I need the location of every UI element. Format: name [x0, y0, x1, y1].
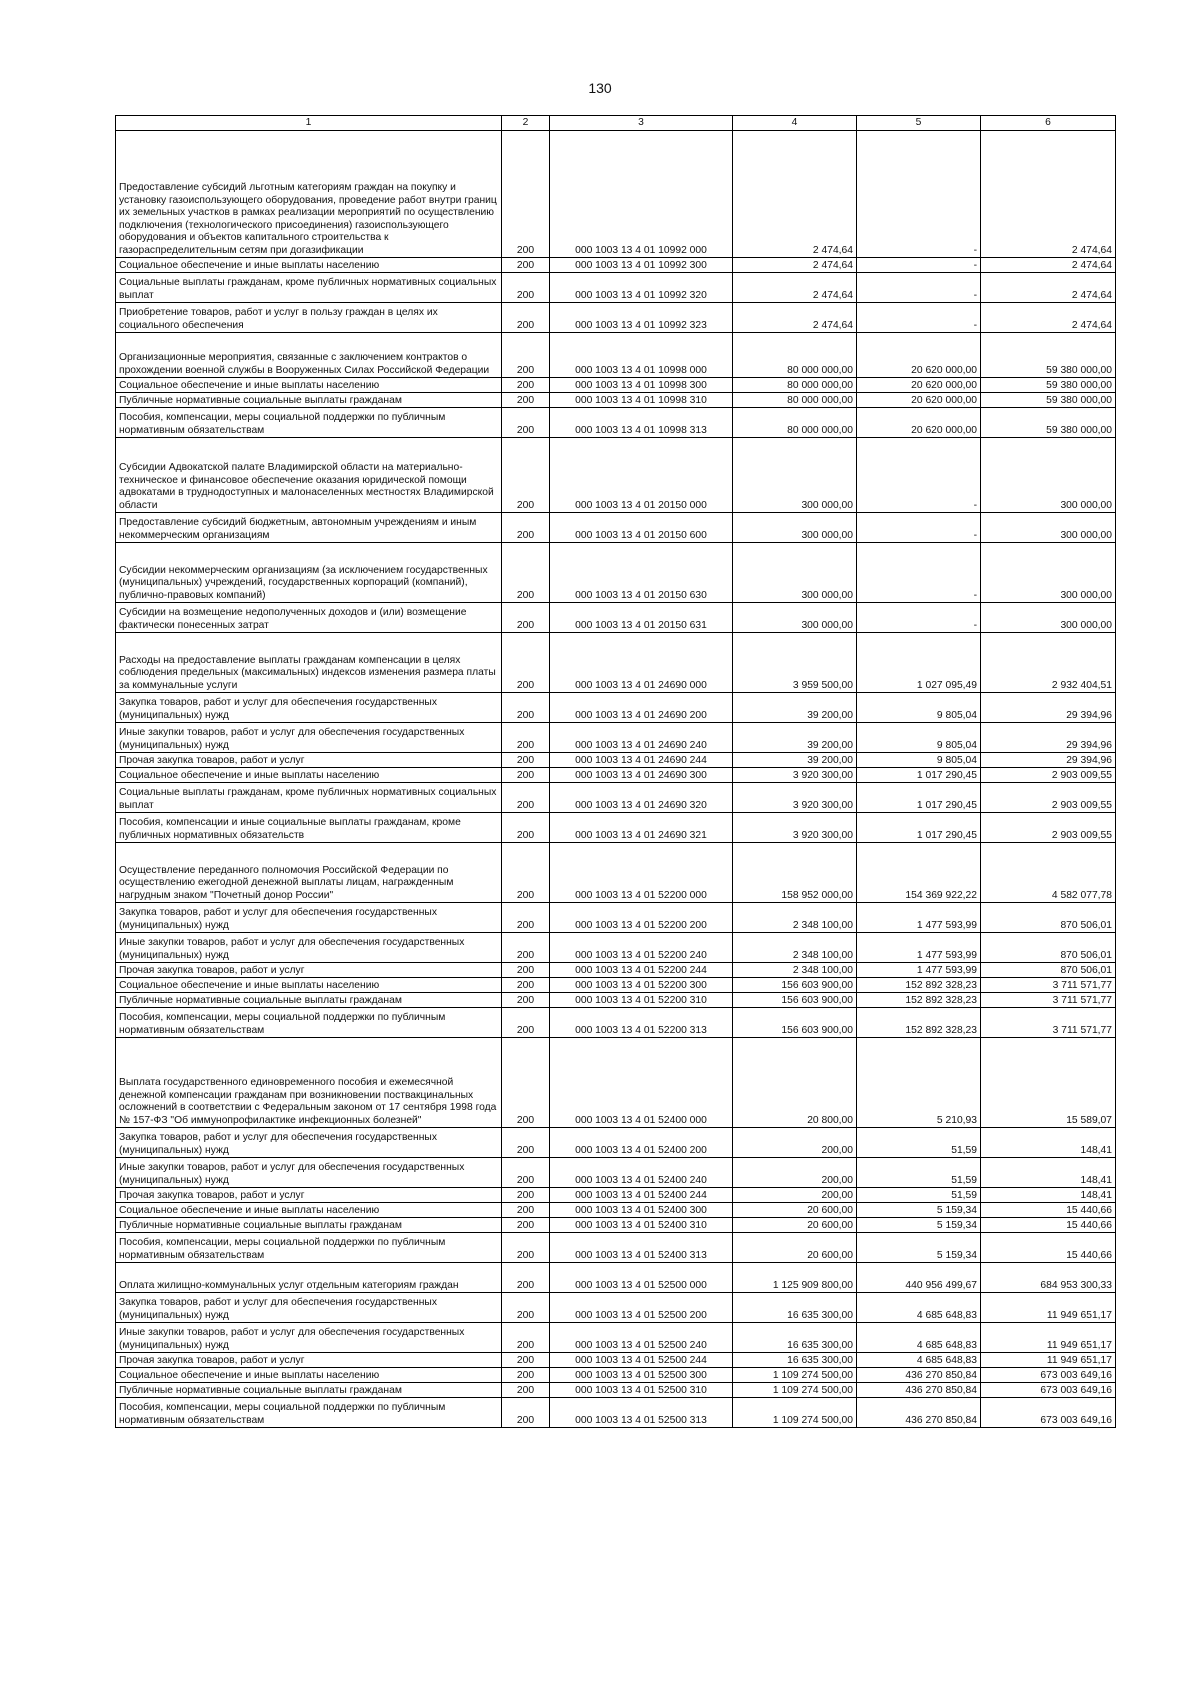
row-kbk: 000 1003 13 4 01 52400 313 [550, 1233, 733, 1263]
row-name: Прочая закупка товаров, работ и услуг [116, 963, 502, 978]
table-row [116, 1038, 1116, 1128]
table-row [116, 1263, 1116, 1293]
table-row [116, 633, 1116, 693]
row-kbk: 000 1003 13 4 01 24690 300 [550, 768, 733, 783]
row-executed-amount: 1 017 290,45 [857, 768, 981, 783]
row-executed-amount: 20 620 000,00 [857, 378, 981, 393]
row-code: 200 [502, 1128, 550, 1158]
row-code: 200 [502, 1218, 550, 1233]
row-code: 200 [502, 1368, 550, 1383]
row-code: 200 [502, 1353, 550, 1368]
row-kbk: 000 1003 13 4 01 52200 313 [550, 1008, 733, 1038]
row-remaining-amount: 300 000,00 [981, 513, 1116, 543]
row-remaining-amount: 59 380 000,00 [981, 333, 1116, 378]
row-code: 200 [502, 723, 550, 753]
row-plan-amount: 2 474,64 [733, 258, 857, 273]
table-row [116, 131, 1116, 258]
table-row [116, 1353, 1116, 1368]
row-name: Социальные выплаты гражданам, кроме публичных нормативных социальных выплат [116, 273, 502, 303]
row-code: 200 [502, 273, 550, 303]
row-code: 200 [502, 543, 550, 603]
row-plan-amount: 2 348 100,00 [733, 933, 857, 963]
row-kbk: 000 1003 13 4 01 52500 000 [550, 1263, 733, 1293]
table-row [116, 1158, 1116, 1188]
row-plan-amount: 39 200,00 [733, 753, 857, 768]
row-kbk: 000 1003 13 4 01 52500 300 [550, 1368, 733, 1383]
row-code: 200 [502, 993, 550, 1008]
row-code: 200 [502, 438, 550, 513]
table-row [116, 1383, 1116, 1398]
row-code: 200 [502, 1263, 550, 1293]
row-code: 200 [502, 333, 550, 378]
row-code: 200 [502, 1293, 550, 1323]
row-name: Закупка товаров, работ и услуг для обеспечения государственных (муниципальных) нужд [116, 1293, 502, 1323]
row-plan-amount: 1 109 274 500,00 [733, 1368, 857, 1383]
row-plan-amount: 1 109 274 500,00 [733, 1383, 857, 1398]
row-plan-amount: 20 600,00 [733, 1203, 857, 1218]
page-number: 130 [588, 80, 612, 96]
row-plan-amount: 16 635 300,00 [733, 1323, 857, 1353]
row-name: Публичные нормативные социальные выплаты гражданам [116, 393, 502, 408]
row-name: Прочая закупка товаров, работ и услуг [116, 753, 502, 768]
row-remaining-amount: 870 506,01 [981, 903, 1116, 933]
row-executed-amount: 1 477 593,99 [857, 903, 981, 933]
row-kbk: 000 1003 13 4 01 52200 240 [550, 933, 733, 963]
row-plan-amount: 3 920 300,00 [733, 813, 857, 843]
row-kbk: 000 1003 13 4 01 24690 244 [550, 753, 733, 768]
row-plan-amount: 1 125 909 800,00 [733, 1263, 857, 1293]
column-header: 3 [550, 116, 733, 131]
table-row [116, 303, 1116, 333]
table-header [116, 116, 1116, 131]
row-code: 200 [502, 903, 550, 933]
table-row [116, 963, 1116, 978]
row-kbk: 000 1003 13 4 01 10998 300 [550, 378, 733, 393]
row-remaining-amount: 59 380 000,00 [981, 378, 1116, 393]
row-kbk: 000 1003 13 4 01 10998 313 [550, 408, 733, 438]
row-kbk: 000 1003 13 4 01 24690 320 [550, 783, 733, 813]
row-executed-amount: 152 892 328,23 [857, 1008, 981, 1038]
row-kbk: 000 1003 13 4 01 52500 200 [550, 1293, 733, 1323]
row-executed-amount: - [857, 438, 981, 513]
row-name: Приобретение товаров, работ и услуг в пользу граждан в целях их социального обеспечения [116, 303, 502, 333]
row-plan-amount: 300 000,00 [733, 543, 857, 603]
table-row [116, 543, 1116, 603]
row-kbk: 000 1003 13 4 01 52400 244 [550, 1188, 733, 1203]
row-code: 200 [502, 693, 550, 723]
row-executed-amount: 1 017 290,45 [857, 813, 981, 843]
row-remaining-amount: 2 474,64 [981, 273, 1116, 303]
column-header: 5 [857, 116, 981, 131]
row-kbk: 000 1003 13 4 01 52500 240 [550, 1323, 733, 1353]
table-row [116, 603, 1116, 633]
column-header: 1 [116, 116, 502, 131]
table-row [116, 1128, 1116, 1158]
row-plan-amount: 300 000,00 [733, 438, 857, 513]
row-plan-amount: 200,00 [733, 1128, 857, 1158]
row-remaining-amount: 300 000,00 [981, 543, 1116, 603]
row-plan-amount: 20 800,00 [733, 1038, 857, 1128]
row-kbk: 000 1003 13 4 01 20150 630 [550, 543, 733, 603]
row-code: 200 [502, 753, 550, 768]
row-code: 200 [502, 1188, 550, 1203]
table-row [116, 1188, 1116, 1203]
row-name: Публичные нормативные социальные выплаты гражданам [116, 993, 502, 1008]
row-name: Иные закупки товаров, работ и услуг для обеспечения государственных (муниципальных) нужд [116, 723, 502, 753]
row-executed-amount: 1 477 593,99 [857, 963, 981, 978]
row-plan-amount: 80 000 000,00 [733, 408, 857, 438]
row-kbk: 000 1003 13 4 01 10998 310 [550, 393, 733, 408]
row-kbk: 000 1003 13 4 01 10998 000 [550, 333, 733, 378]
row-executed-amount: 5 210,93 [857, 1038, 981, 1128]
table-row [116, 978, 1116, 993]
row-name: Закупка товаров, работ и услуг для обеспечения государственных (муниципальных) нужд [116, 693, 502, 723]
row-code: 200 [502, 378, 550, 393]
row-code: 200 [502, 963, 550, 978]
row-remaining-amount: 148,41 [981, 1158, 1116, 1188]
table-row [116, 378, 1116, 393]
row-remaining-amount: 148,41 [981, 1188, 1116, 1203]
row-name: Субсидии на возмещение недополученных доходов и (или) возмещение фактически понесенных затрат [116, 603, 502, 633]
row-code: 200 [502, 303, 550, 333]
row-remaining-amount: 11 949 651,17 [981, 1323, 1116, 1353]
row-plan-amount: 80 000 000,00 [733, 378, 857, 393]
column-number-row [116, 116, 1116, 131]
row-plan-amount: 3 920 300,00 [733, 783, 857, 813]
row-name: Предоставление субсидий бюджетным, автономным учреждениям и иным некоммерческим организациям [116, 513, 502, 543]
row-kbk: 000 1003 13 4 01 20150 631 [550, 603, 733, 633]
table-row [116, 1323, 1116, 1353]
row-code: 200 [502, 1008, 550, 1038]
row-plan-amount: 200,00 [733, 1158, 857, 1188]
row-executed-amount: - [857, 543, 981, 603]
row-code: 200 [502, 513, 550, 543]
row-name: Прочая закупка товаров, работ и услуг [116, 1188, 502, 1203]
row-plan-amount: 2 348 100,00 [733, 903, 857, 933]
row-plan-amount: 1 109 274 500,00 [733, 1398, 857, 1428]
row-name: Социальное обеспечение и иные выплаты населению [116, 378, 502, 393]
table-row [116, 813, 1116, 843]
row-remaining-amount: 15 589,07 [981, 1038, 1116, 1128]
row-code: 200 [502, 1158, 550, 1188]
row-plan-amount: 16 635 300,00 [733, 1293, 857, 1323]
row-kbk: 000 1003 13 4 01 52200 200 [550, 903, 733, 933]
row-executed-amount: 5 159,34 [857, 1218, 981, 1233]
row-executed-amount: 5 159,34 [857, 1233, 981, 1263]
row-executed-amount: - [857, 513, 981, 543]
row-remaining-amount: 11 949 651,17 [981, 1353, 1116, 1368]
row-plan-amount: 200,00 [733, 1188, 857, 1203]
row-kbk: 000 1003 13 4 01 24690 000 [550, 633, 733, 693]
row-plan-amount: 39 200,00 [733, 723, 857, 753]
row-code: 200 [502, 408, 550, 438]
row-kbk: 000 1003 13 4 01 24690 200 [550, 693, 733, 723]
row-remaining-amount: 15 440,66 [981, 1233, 1116, 1263]
row-code: 200 [502, 1323, 550, 1353]
row-code: 200 [502, 131, 550, 258]
row-remaining-amount: 673 003 649,16 [981, 1368, 1116, 1383]
row-plan-amount: 16 635 300,00 [733, 1353, 857, 1368]
row-executed-amount: 4 685 648,83 [857, 1323, 981, 1353]
row-plan-amount: 3 959 500,00 [733, 633, 857, 693]
row-name: Субсидии некоммерческим организациям (за исключением государственных (муниципальных) учреждений, государственных корпораций (компаний), публично-правовых компаний) [116, 543, 502, 603]
row-remaining-amount: 59 380 000,00 [981, 408, 1116, 438]
row-kbk: 000 1003 13 4 01 20150 600 [550, 513, 733, 543]
row-code: 200 [502, 258, 550, 273]
row-code: 200 [502, 768, 550, 783]
row-plan-amount: 20 600,00 [733, 1233, 857, 1263]
table-row [116, 333, 1116, 378]
row-remaining-amount: 15 440,66 [981, 1203, 1116, 1218]
row-code: 200 [502, 603, 550, 633]
row-remaining-amount: 2 903 009,55 [981, 768, 1116, 783]
row-remaining-amount: 300 000,00 [981, 603, 1116, 633]
row-remaining-amount: 29 394,96 [981, 693, 1116, 723]
row-executed-amount: 20 620 000,00 [857, 408, 981, 438]
table-row [116, 273, 1116, 303]
row-executed-amount: 20 620 000,00 [857, 333, 981, 378]
row-remaining-amount: 3 711 571,77 [981, 1008, 1116, 1038]
row-name: Пособия, компенсации и иные социальные выплаты гражданам, кроме публичных нормативных обязательств [116, 813, 502, 843]
table-row [116, 768, 1116, 783]
row-remaining-amount: 2 903 009,55 [981, 783, 1116, 813]
row-remaining-amount: 2 474,64 [981, 303, 1116, 333]
row-code: 200 [502, 843, 550, 903]
column-header: 4 [733, 116, 857, 131]
row-executed-amount: 436 270 850,84 [857, 1383, 981, 1398]
row-name: Социальное обеспечение и иные выплаты населению [116, 768, 502, 783]
row-kbk: 000 1003 13 4 01 10992 000 [550, 131, 733, 258]
table-row [116, 258, 1116, 273]
row-plan-amount: 156 603 900,00 [733, 993, 857, 1008]
row-remaining-amount: 673 003 649,16 [981, 1383, 1116, 1398]
row-remaining-amount: 870 506,01 [981, 963, 1116, 978]
row-executed-amount: 440 956 499,67 [857, 1263, 981, 1293]
row-code: 200 [502, 393, 550, 408]
row-remaining-amount: 2 903 009,55 [981, 813, 1116, 843]
row-code: 200 [502, 1038, 550, 1128]
row-executed-amount: 4 685 648,83 [857, 1293, 981, 1323]
budget-table [115, 115, 1116, 1428]
table-row [116, 408, 1116, 438]
row-name: Социальное обеспечение и иные выплаты населению [116, 978, 502, 993]
row-executed-amount: - [857, 131, 981, 258]
row-code: 200 [502, 783, 550, 813]
row-kbk: 000 1003 13 4 01 10992 300 [550, 258, 733, 273]
table-row [116, 1398, 1116, 1428]
row-name: Иные закупки товаров, работ и услуг для обеспечения государственных (муниципальных) нужд [116, 933, 502, 963]
table-row [116, 1293, 1116, 1323]
row-executed-amount: 51,59 [857, 1158, 981, 1188]
row-name: Осуществление переданного полномочия Российской Федерации по осуществлению ежегодной денежной выплаты лицам, награжденным нагрудным знаком "Почетный донор России" [116, 843, 502, 903]
row-executed-amount: 51,59 [857, 1128, 981, 1158]
row-kbk: 000 1003 13 4 01 24690 240 [550, 723, 733, 753]
row-remaining-amount: 3 711 571,77 [981, 993, 1116, 1008]
row-executed-amount: - [857, 303, 981, 333]
row-plan-amount: 20 600,00 [733, 1218, 857, 1233]
row-executed-amount: 20 620 000,00 [857, 393, 981, 408]
row-plan-amount: 300 000,00 [733, 603, 857, 633]
row-kbk: 000 1003 13 4 01 24690 321 [550, 813, 733, 843]
row-plan-amount: 2 474,64 [733, 273, 857, 303]
row-name: Публичные нормативные социальные выплаты гражданам [116, 1383, 502, 1398]
row-kbk: 000 1003 13 4 01 10992 323 [550, 303, 733, 333]
row-executed-amount: 436 270 850,84 [857, 1368, 981, 1383]
row-name: Организационные мероприятия, связанные с заключением контрактов о прохождении военной службы в Вооруженных Силах Российской Федерации [116, 333, 502, 378]
row-code: 200 [502, 1203, 550, 1218]
row-executed-amount: 1 477 593,99 [857, 933, 981, 963]
table-row [116, 693, 1116, 723]
table-row [116, 903, 1116, 933]
row-kbk: 000 1003 13 4 01 20150 000 [550, 438, 733, 513]
row-remaining-amount: 4 582 077,78 [981, 843, 1116, 903]
row-executed-amount: - [857, 273, 981, 303]
table-row [116, 783, 1116, 813]
table-row [116, 513, 1116, 543]
row-kbk: 000 1003 13 4 01 52400 000 [550, 1038, 733, 1128]
row-kbk: 000 1003 13 4 01 52400 200 [550, 1128, 733, 1158]
row-remaining-amount: 673 003 649,16 [981, 1398, 1116, 1428]
row-plan-amount: 39 200,00 [733, 693, 857, 723]
row-remaining-amount: 684 953 300,33 [981, 1263, 1116, 1293]
row-executed-amount: 1 017 290,45 [857, 783, 981, 813]
row-remaining-amount: 300 000,00 [981, 438, 1116, 513]
row-executed-amount: 9 805,04 [857, 693, 981, 723]
row-plan-amount: 2 348 100,00 [733, 963, 857, 978]
row-executed-amount: 4 685 648,83 [857, 1353, 981, 1368]
row-executed-amount: 9 805,04 [857, 723, 981, 753]
row-name: Иные закупки товаров, работ и услуг для обеспечения государственных (муниципальных) нужд [116, 1158, 502, 1188]
row-kbk: 000 1003 13 4 01 52500 310 [550, 1383, 733, 1398]
row-name: Предоставление субсидий льготным категориям граждан на покупку и установку газоиспользующего оборудования, проведение работ внутри границ их земельных участков в рамках реализации мероприятий по осуществлению подключения (технологического присоединения) газоиспользующего оборудования и объектов капитального строительства к газораспределительным сетям при догазификации [116, 131, 502, 258]
row-executed-amount: 436 270 850,84 [857, 1398, 981, 1428]
row-kbk: 000 1003 13 4 01 52400 300 [550, 1203, 733, 1218]
row-name: Социальное обеспечение и иные выплаты населению [116, 258, 502, 273]
row-kbk: 000 1003 13 4 01 10992 320 [550, 273, 733, 303]
row-name: Закупка товаров, работ и услуг для обеспечения государственных (муниципальных) нужд [116, 903, 502, 933]
table-row [116, 933, 1116, 963]
row-plan-amount: 156 603 900,00 [733, 978, 857, 993]
table-row [116, 1008, 1116, 1038]
row-kbk: 000 1003 13 4 01 52500 313 [550, 1398, 733, 1428]
row-remaining-amount: 15 440,66 [981, 1218, 1116, 1233]
row-kbk: 000 1003 13 4 01 52200 000 [550, 843, 733, 903]
row-executed-amount: 51,59 [857, 1188, 981, 1203]
row-name: Социальные выплаты гражданам, кроме публичных нормативных социальных выплат [116, 783, 502, 813]
table-row [116, 723, 1116, 753]
row-code: 200 [502, 633, 550, 693]
row-code: 200 [502, 1383, 550, 1398]
row-plan-amount: 80 000 000,00 [733, 393, 857, 408]
table-row [116, 1233, 1116, 1263]
row-code: 200 [502, 933, 550, 963]
row-name: Пособия, компенсации, меры социальной поддержки по публичным нормативным обязательствам [116, 408, 502, 438]
row-name: Выплата государственного единовременного пособия и ежемесячной денежной компенсации гражданам при возникновении поствакцинальных осложнений в соответствии с Федеральным законом от 17 сентября 1998 года № 157-ФЗ "Об иммунопрофилактике инфекционных болезней" [116, 1038, 502, 1128]
column-header: 2 [502, 116, 550, 131]
row-executed-amount: 1 027 095,49 [857, 633, 981, 693]
row-code: 200 [502, 978, 550, 993]
row-remaining-amount: 29 394,96 [981, 753, 1116, 768]
table-row [116, 393, 1116, 408]
row-name: Закупка товаров, работ и услуг для обеспечения государственных (муниципальных) нужд [116, 1128, 502, 1158]
row-plan-amount: 156 603 900,00 [733, 1008, 857, 1038]
row-remaining-amount: 29 394,96 [981, 723, 1116, 753]
row-name: Публичные нормативные социальные выплаты гражданам [116, 1218, 502, 1233]
row-name: Социальное обеспечение и иные выплаты населению [116, 1368, 502, 1383]
row-plan-amount: 2 474,64 [733, 303, 857, 333]
row-name: Социальное обеспечение и иные выплаты населению [116, 1203, 502, 1218]
row-code: 200 [502, 813, 550, 843]
row-kbk: 000 1003 13 4 01 52200 300 [550, 978, 733, 993]
row-name: Иные закупки товаров, работ и услуг для обеспечения государственных (муниципальных) нужд [116, 1323, 502, 1353]
row-executed-amount: 152 892 328,23 [857, 978, 981, 993]
row-executed-amount: 152 892 328,23 [857, 993, 981, 1008]
row-name: Пособия, компенсации, меры социальной поддержки по публичным нормативным обязательствам [116, 1008, 502, 1038]
row-remaining-amount: 2 474,64 [981, 258, 1116, 273]
row-kbk: 000 1003 13 4 01 52400 240 [550, 1158, 733, 1188]
row-remaining-amount: 148,41 [981, 1128, 1116, 1158]
table-row [116, 993, 1116, 1008]
row-plan-amount: 80 000 000,00 [733, 333, 857, 378]
row-plan-amount: 158 952 000,00 [733, 843, 857, 903]
row-kbk: 000 1003 13 4 01 52200 244 [550, 963, 733, 978]
row-remaining-amount: 2 932 404,51 [981, 633, 1116, 693]
row-name: Пособия, компенсации, меры социальной поддержки по публичным нормативным обязательствам [116, 1398, 502, 1428]
row-kbk: 000 1003 13 4 01 52500 244 [550, 1353, 733, 1368]
table-row [116, 438, 1116, 513]
row-executed-amount: 154 369 922,22 [857, 843, 981, 903]
row-executed-amount: - [857, 603, 981, 633]
column-header: 6 [981, 116, 1116, 131]
row-name: Субсидии Адвокатской палате Владимирской области на материально-техническое и финансовое обеспечение оказания юридической помощи адвокатами в труднодоступных и малонаселенных местностях Владимирской области [116, 438, 502, 513]
row-executed-amount: - [857, 258, 981, 273]
row-kbk: 000 1003 13 4 01 52400 310 [550, 1218, 733, 1233]
table-row [116, 753, 1116, 768]
table-row [116, 843, 1116, 903]
row-remaining-amount: 2 474,64 [981, 131, 1116, 258]
row-executed-amount: 9 805,04 [857, 753, 981, 768]
row-plan-amount: 300 000,00 [733, 513, 857, 543]
row-name: Прочая закупка товаров, работ и услуг [116, 1353, 502, 1368]
row-remaining-amount: 3 711 571,77 [981, 978, 1116, 993]
row-plan-amount: 3 920 300,00 [733, 768, 857, 783]
row-code: 200 [502, 1233, 550, 1263]
row-kbk: 000 1003 13 4 01 52200 310 [550, 993, 733, 1008]
row-remaining-amount: 11 949 651,17 [981, 1293, 1116, 1323]
table-body [116, 131, 1116, 1428]
row-remaining-amount: 59 380 000,00 [981, 393, 1116, 408]
table-row [116, 1368, 1116, 1383]
row-name: Расходы на предоставление выплаты гражданам компенсации в целях соблюдения предельных (максимальных) индексов изменения размера платы за коммунальные услуги [116, 633, 502, 693]
row-code: 200 [502, 1398, 550, 1428]
row-name: Пособия, компенсации, меры социальной поддержки по публичным нормативным обязательствам [116, 1233, 502, 1263]
table-row [116, 1218, 1116, 1233]
row-name: Оплата жилищно-коммунальных услуг отдельным категориям граждан [116, 1263, 502, 1293]
row-executed-amount: 5 159,34 [857, 1203, 981, 1218]
row-plan-amount: 2 474,64 [733, 131, 857, 258]
table-row [116, 1203, 1116, 1218]
row-remaining-amount: 870 506,01 [981, 933, 1116, 963]
